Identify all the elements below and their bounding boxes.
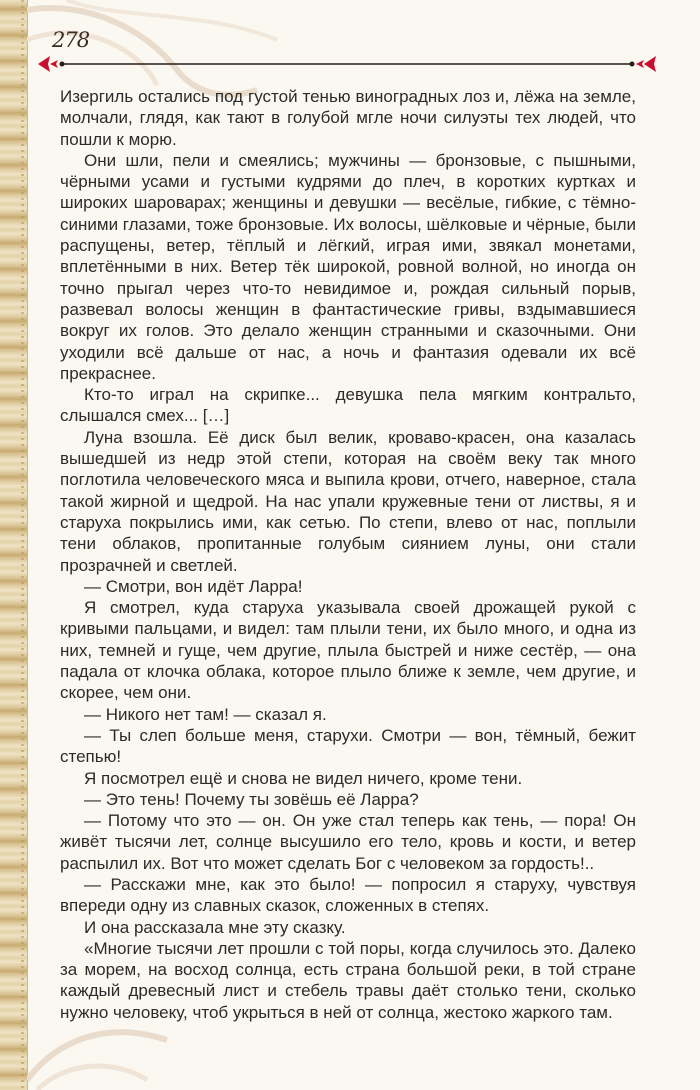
- paragraph: — Никого нет там! — сказал я.: [84, 704, 327, 724]
- page-number: 278: [52, 28, 90, 52]
- paragraph: Я посмотрел ещё и снова не видел ничего, кроме тени.: [84, 768, 523, 788]
- ornamental-border: [0, 0, 28, 1090]
- paragraph: — Потому что это — он. Он уже стал теперь как тень, — пора! Он живёт тысячи лет, солнце высушило его тело, кровь и кости, и ветер распылил их. Вот что может сделать Бог с человеком за гордость!..: [60, 811, 636, 873]
- paragraph: — Это тень! Почему ты зовёшь её Ларра?: [84, 789, 419, 809]
- paragraph: — Смотри, вон идёт Ларра!: [84, 576, 303, 596]
- header-rule: [36, 52, 658, 76]
- body-text: [60, 86, 636, 1023]
- paragraph: «Многие тысячи лет прошли с той поры, когда случилось это. Далеко за морем, на восход солнца, есть страна большой реки, в той стране каждый древесный лист и стебель травы даёт столько тени, сколько нужно человеку, чтоб укрыться в ней от солнца, жестоко жаркого там.: [60, 938, 636, 1022]
- paragraph: Луна взошла. Её диск был велик, кроваво-красен, она казалась вышедшей из недр этой степи, которая на своём веку так много поглотила человеческого мяса и выпила крови, отчего, наверное, стала такой жирной и щедрой. На нас упали кружевные тени от листвы, я и старуха покрылись ими, как сетью. По степи, влево от нас, поплыли тени облаков, пропитанные голубым сиянием луны, они стали прозрачней и светлей.: [60, 427, 636, 575]
- paragraph: Кто-то играл на скрипке... девушка пела мягким контральто, слышался смех... […]: [60, 385, 636, 426]
- paragraph: Изергиль остались под густой тенью виноградных лоз и, лёжа на земле, молчали, глядя, как тают в голубой мгле ночи силуэты тех людей, что пошли к морю.: [60, 87, 636, 149]
- right-flourish-icon: [630, 56, 657, 72]
- paragraph: И она рассказала мне эту сказку.: [84, 917, 346, 937]
- paragraph: — Ты слеп больше меня, старухи. Смотри — вон, тёмный, бежит степью!: [60, 725, 636, 767]
- left-flourish-icon: [38, 56, 65, 72]
- paragraph: — Расскажи мне, как это было! — попросил я старуху, чувствуя впереди одну из славных сказок, сложенных в степях.: [60, 874, 636, 916]
- paragraph: Я смотрел, куда старуха указывала своей дрожащей рукой с кривыми пальцами, и видел: там плыли тени, их было много, и одна из них, темней и гуще, чем другие, плыла быстрей и ниже сестёр, — она падала от клочка облака, которое плыло ближе к земле, чем другие, и скорее, чем они.: [60, 598, 636, 703]
- paragraph: Они шли, пели и смеялись; мужчины — бронзовые, с пышными, чёрными усами и густыми кудрями до плеч, в коротких куртках и широких шароварах; женщины и девушки — весёлые, гибкие, с тёмно-синими глазами, тоже бронзовые. Их волосы, шёлковые и чёрные, были распущены, ветер, тёплый и лёгкий, играя ими, звякал монетами, вплетёнными в них. Ветер тёк широкой, ровной волной, но иногда он точно прыгал через что-то невидимое и, рождая сильный порыв, развевал волосы женщин в фантастические гривы, вздымавшиеся вокруг их голов. Это делало женщин странными и сказочными. Они уходили всё дальше от нас, а ночь и фантазия одевали их всё прекраснее.: [60, 150, 636, 383]
